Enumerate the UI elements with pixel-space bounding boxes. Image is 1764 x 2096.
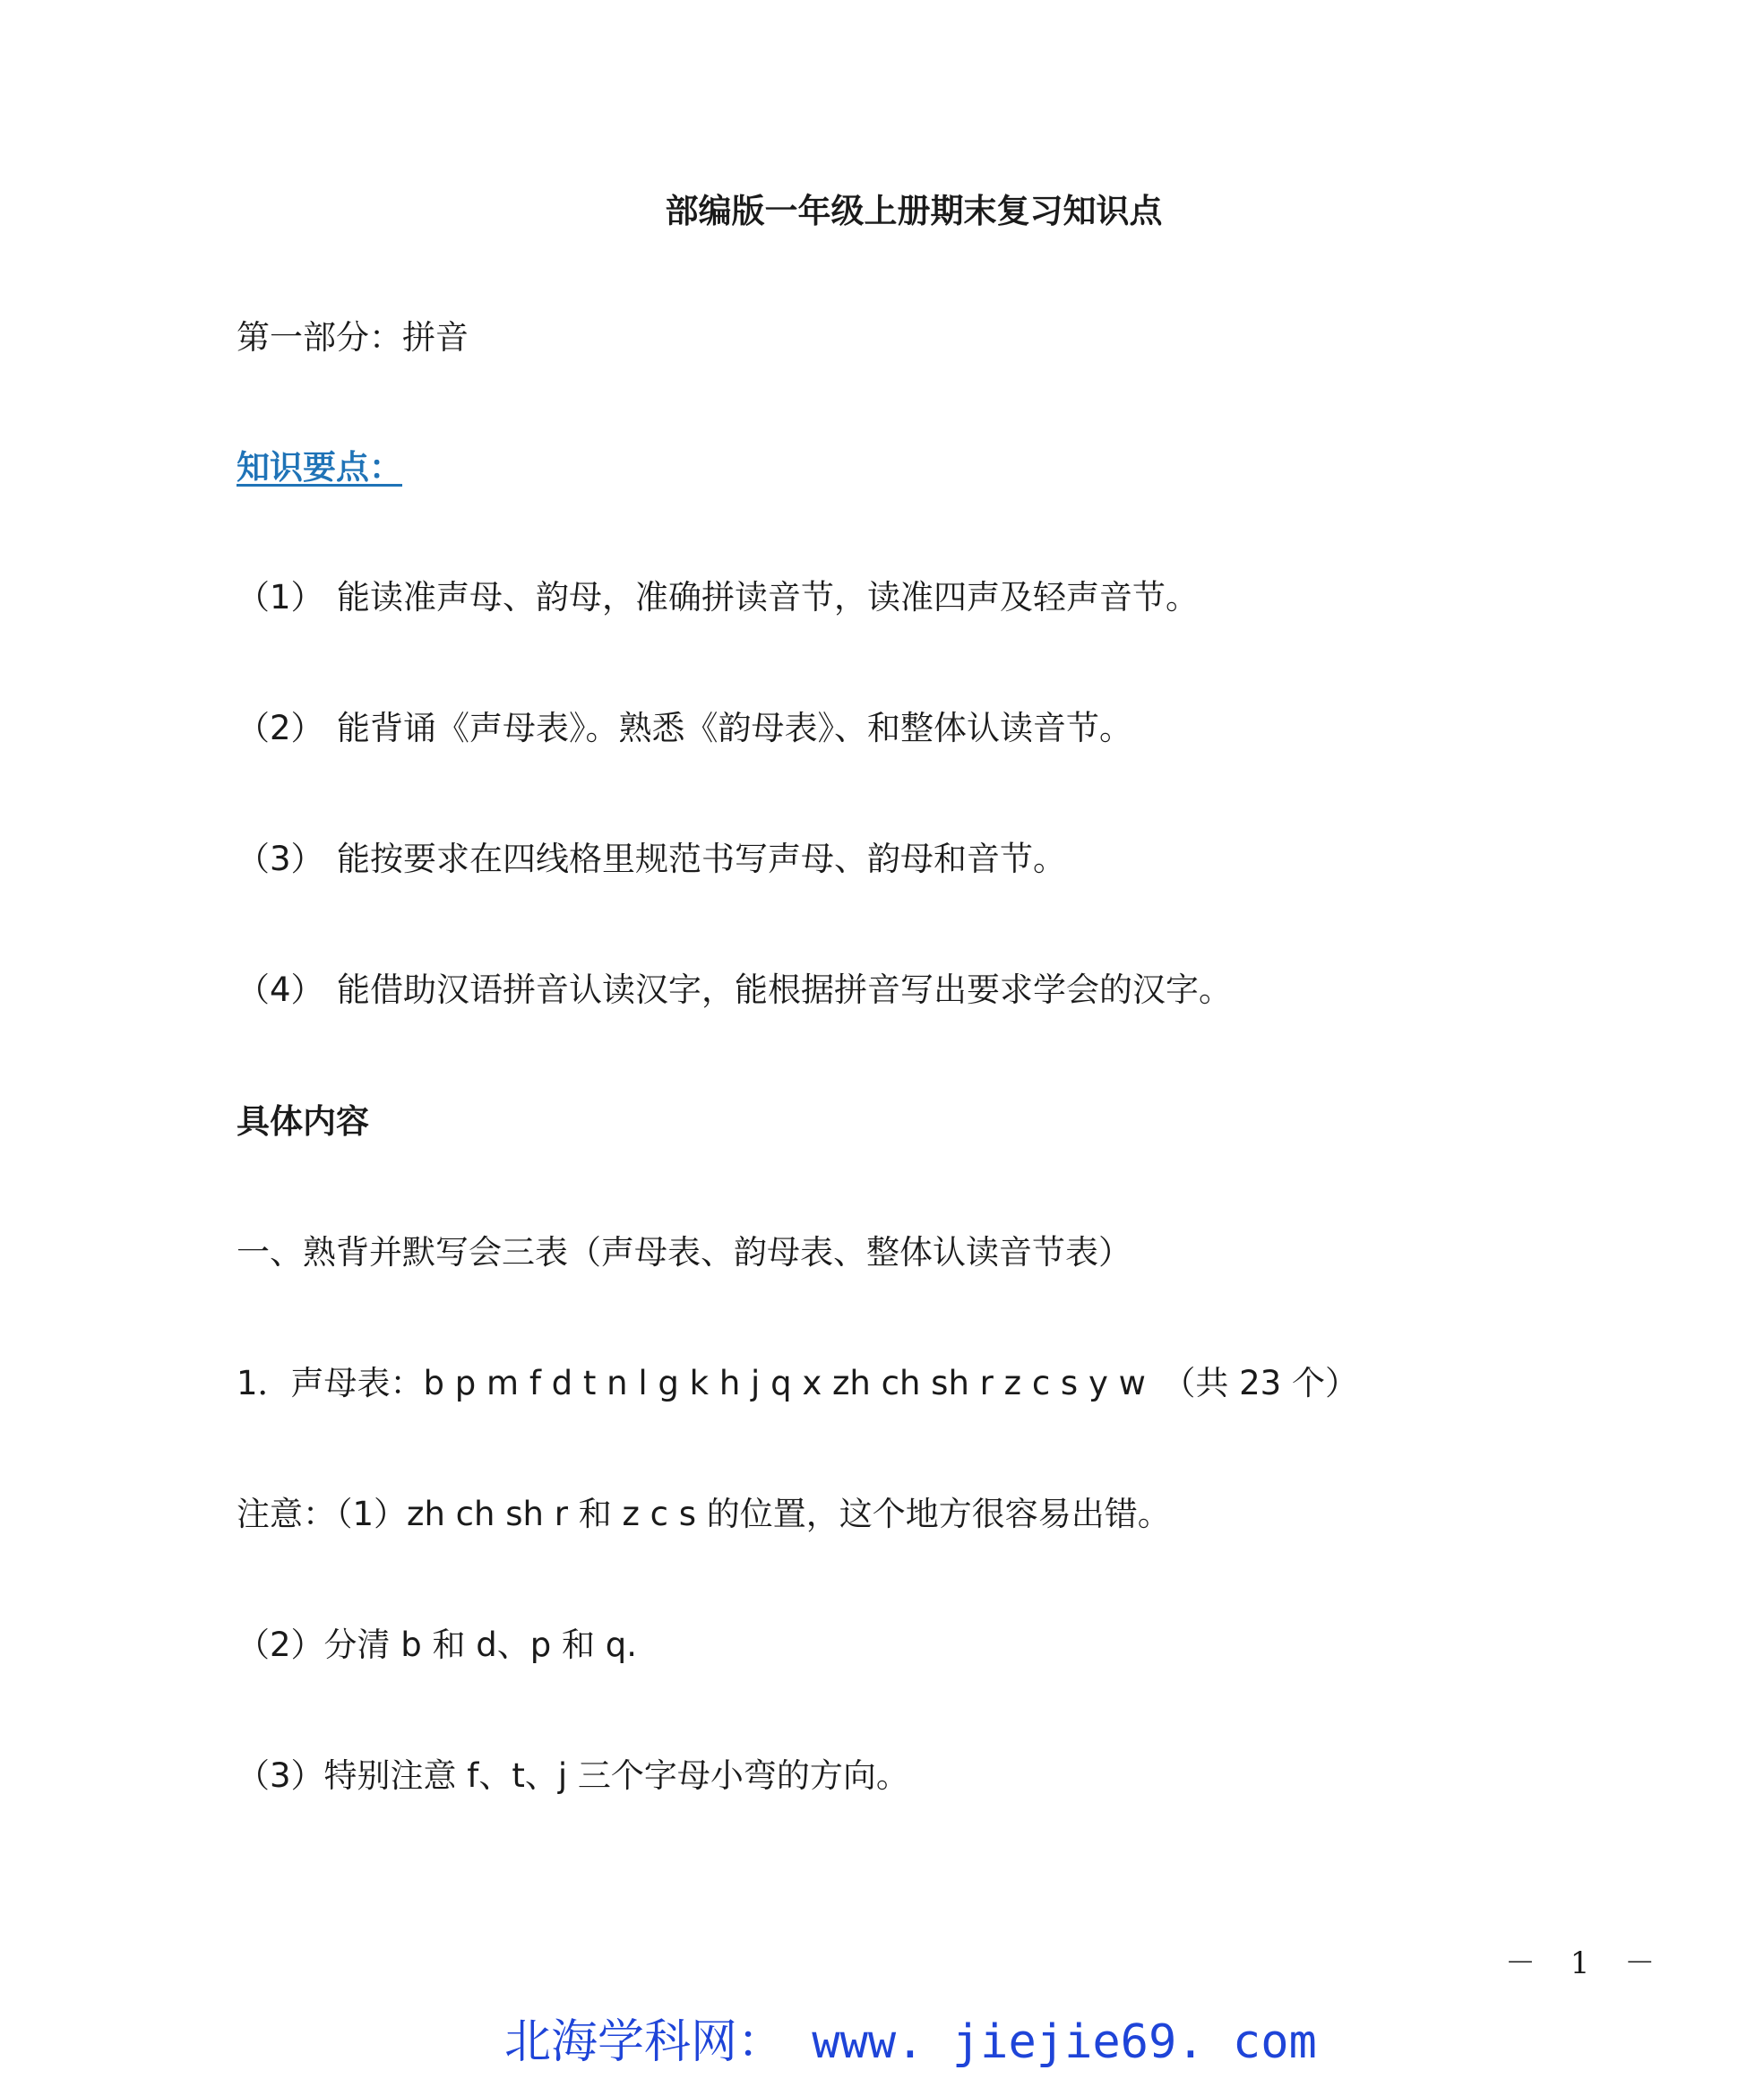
- key-point-item: [237, 709, 1132, 748]
- note-line: （3）特别注意 f、t、j 三个字母小弯的方向。: [237, 1756, 909, 1795]
- key-point-text: 能按要求在四线格里规范书写声母、韵母和音节。: [337, 840, 1066, 878]
- note-line: 注意：（1）zh ch sh r 和 z c s 的位置，这个地方很容易出错。: [237, 1495, 1171, 1533]
- content-heading: 具体内容: [237, 1102, 369, 1141]
- key-point-text: 能读准声母、韵母，准确拼读音节，读准四声及轻声音节。: [337, 578, 1199, 617]
- key-point-number: （3）: [237, 840, 324, 878]
- key-point-item: [237, 840, 1066, 879]
- key-point-item: [237, 970, 1232, 1010]
- key-point-item: [237, 578, 1199, 617]
- key-point-number: （1）: [237, 578, 324, 617]
- page-number: － 1 －: [1505, 1945, 1668, 1981]
- initials-table-line: 1．声母表：b p m f d t n l g k h j q x zh ch sh r z c s y w （共 23 个）: [237, 1364, 1358, 1402]
- key-points-heading: 知识要点：: [237, 448, 402, 487]
- section-one-heading: 一、熟背并默写会三表（声母表、韵母表、整体认读音节表）: [237, 1233, 1132, 1272]
- key-point-text: 能借助汉语拼音认读汉字，能根据拼音写出要求学会的汉字。: [337, 970, 1232, 1009]
- key-point-text: 能背诵《声母表》。熟悉《韵母表》、和整体认读音节。: [337, 709, 1132, 747]
- document-title: 部编版一年级上册期末复习知识点: [665, 192, 1163, 230]
- note-line: （2）分清 b 和 d、p 和 q.: [237, 1626, 638, 1664]
- key-point-number: （4）: [237, 970, 324, 1009]
- watermark-text: 北海学科网： www. jiejie69. com: [504, 2015, 1317, 2069]
- key-point-number: （2）: [237, 709, 324, 747]
- part-heading: 第一部分：拼音: [237, 318, 469, 357]
